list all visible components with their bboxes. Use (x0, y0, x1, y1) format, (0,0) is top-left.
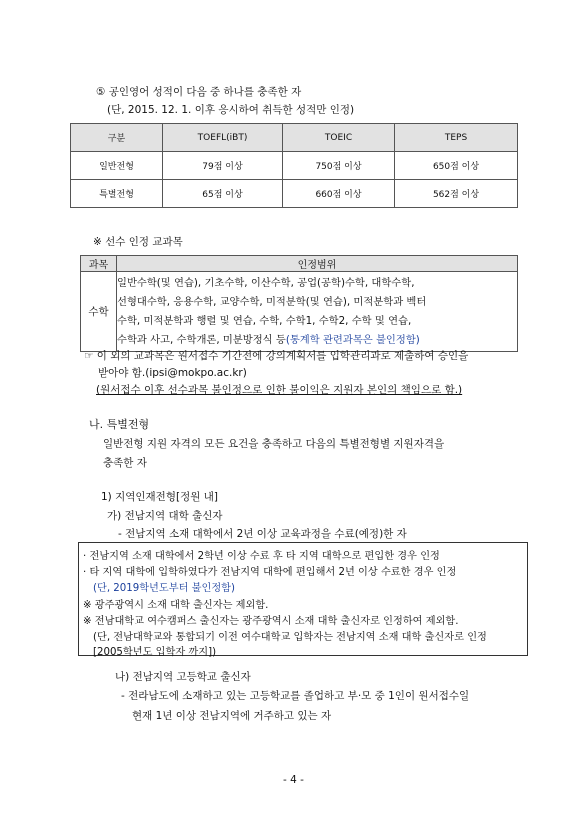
course-subject: 수학 (81, 272, 117, 352)
score-header-cell: 구분 (71, 124, 163, 152)
score-table-header (71, 124, 518, 152)
jeonnam-university-title: 가) 전남지역 대학 출신자 (107, 510, 223, 522)
course-table-header (81, 256, 518, 272)
course-range-last: 수학과 사고, 수학개론, 미분방정식 등 (117, 334, 286, 346)
score-cell: 660점 이상 (283, 180, 395, 208)
box-note: · 타 지역 대학에 입학하였다가 전남지역 대학에 편입해서 2년 이상 수료한 경우 인정 (83, 567, 457, 578)
prereq-course-table (80, 255, 518, 352)
jeonnam-highschool-title: 나) 전남지역 고등학교 출신자 (115, 671, 251, 683)
score-cell: 79점 이상 (163, 152, 283, 180)
other-courses-email: 받아야 함.(ipsi@mokpo.ac.kr) (98, 367, 247, 379)
english-score-table (70, 123, 518, 208)
course-range-line: 일반수학(및 연습), 기초수학, 이산수학, 공업(공학)수학, 대학수학, (117, 277, 415, 289)
score-header-cell: TOEFL(iBT) (163, 124, 283, 152)
course-header-range: 인정범위 (117, 256, 518, 272)
course-range-exception: (통계학 관련과목은 불인정함) (285, 334, 420, 346)
box-note-exception: (단, 2019학년도부터 불인정함) (93, 583, 236, 594)
page-number: - 4 - (283, 774, 304, 786)
table-row (81, 272, 518, 352)
box-note: · 전남지역 소재 대학에서 2학년 이상 수료 후 타 지역 대학으로 편입한 경우 인정 (83, 551, 440, 562)
english-requirement-note: (단, 2015. 12. 1. 이후 응시하여 취득한 성적만 인정) (107, 104, 355, 116)
special-admission-desc-cont: 충족한 자 (103, 457, 147, 469)
special-admission-title: 나. 특별전형 (89, 418, 150, 431)
score-cell: 일반전형 (71, 152, 163, 180)
special-admission-desc: 일반전형 지원 자격의 모든 요건을 충족하고 다음의 특별전형별 지원자격을 (103, 438, 445, 450)
score-cell: 562점 이상 (395, 180, 518, 208)
table-row (71, 152, 518, 180)
score-cell: 650점 이상 (395, 152, 518, 180)
jeonnam-university-detail: - 전남지역 소재 대학에서 2년 이상 교육과정을 수료(예정)한 자 (118, 528, 407, 540)
jeonnam-highschool-detail-cont: 현재 1년 이상 전남지역에 거주하고 있는 자 (132, 710, 332, 722)
course-range-line: 선형대수학, 응용수학, 교양수학, 미적분학(및 연습), 미적분학과 벡터 (117, 296, 427, 308)
box-note: [2005학년도 입학자 까지]) (93, 647, 217, 658)
score-cell: 750점 이상 (283, 152, 395, 180)
score-header-cell: TOEIC (283, 124, 395, 152)
regional-talent-title: 1) 지역인재전형[정원 내] (101, 491, 218, 503)
course-header-subject: 과목 (81, 256, 117, 272)
box-note: (단, 전남대학교와 통합되기 이전 여수대학교 입학자는 전남지역 소재 대학 출신자로 인정 (93, 632, 487, 643)
english-requirement-title: ⑤ 공인영어 성적이 다음 중 하나를 충족한 자 (96, 86, 302, 98)
score-cell: 65점 이상 (163, 180, 283, 208)
box-note: ※ 전남대학교 여수캠퍼스 출신자는 광주광역시 소재 대학 출신자로 인정하여 제외함. (83, 616, 459, 627)
prereq-title: ※ 선수 인정 교과목 (93, 236, 183, 248)
table-row (71, 180, 518, 208)
box-note: ※ 광주광역시 소재 대학 출신자는 제외함. (83, 600, 269, 611)
course-range (117, 272, 518, 352)
course-range-line: 수학, 미적분학과 행렬 및 연습, 수학, 수학1, 수학2, 수학 및 연습, (117, 315, 412, 327)
other-courses-disclaimer: (원서접수 이후 선수과목 불인정으로 인한 불이익은 지원자 본인의 책임으로 함.) (96, 384, 463, 396)
score-cell: 특별전형 (71, 180, 163, 208)
other-courses-note: ☞ 이 외의 교과목은 원서접수 기간전에 강의계획서를 입학관리과로 제출하여 승인을 (84, 350, 469, 362)
score-header-cell: TEPS (395, 124, 518, 152)
jeonnam-highschool-detail: - 전라남도에 소재하고 있는 고등학교를 졸업하고 부·모 중 1인이 원서접수일 (121, 690, 470, 702)
notes-box (78, 542, 528, 656)
